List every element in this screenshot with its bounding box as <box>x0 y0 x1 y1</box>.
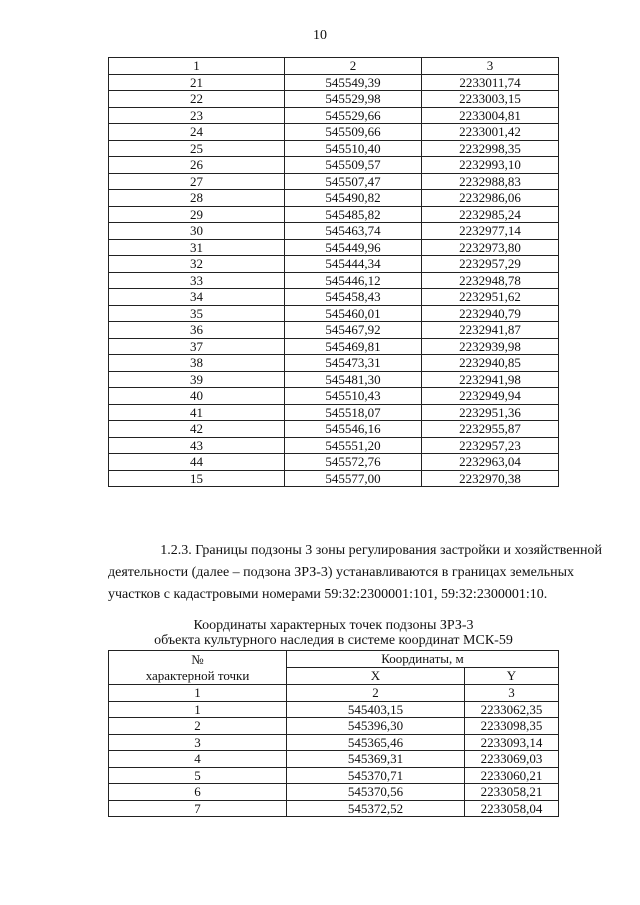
table-cell: 2232949,94 <box>421 388 558 405</box>
table-row <box>109 91 559 108</box>
coordinates-table-continued <box>108 57 559 487</box>
table-cell: 545446,12 <box>284 272 421 289</box>
table-cell: 15 <box>109 470 285 487</box>
coordinates-table-zrz3 <box>108 650 559 817</box>
table-cell: 38 <box>109 355 285 372</box>
table-cell: 29 <box>109 206 285 223</box>
table-cell: 31 <box>109 239 285 256</box>
table-cell: 2232957,29 <box>421 256 558 273</box>
table-row <box>109 388 559 405</box>
table-cell: 1 <box>109 685 287 702</box>
table-row <box>109 206 559 223</box>
table-cell: 2232957,23 <box>421 437 558 454</box>
table-cell: 26 <box>109 157 285 174</box>
table-row <box>109 124 559 141</box>
table-cell: 545463,74 <box>284 223 421 240</box>
table-cell: 545458,43 <box>284 289 421 306</box>
table-cell: 44 <box>109 454 285 471</box>
table-cell: 2 <box>109 718 287 735</box>
table-cell: 1 <box>109 58 285 75</box>
table-caption-line-1: Координаты характерных точек подзоны ЗРЗ-3 <box>193 618 474 633</box>
table-cell: 2232951,62 <box>421 289 558 306</box>
table-cell: 42 <box>109 421 285 438</box>
table-cell: 545490,82 <box>284 190 421 207</box>
table-header-row <box>109 651 559 668</box>
table-cell: 2232973,80 <box>421 239 558 256</box>
point-number-header <box>109 651 287 685</box>
table-row <box>109 421 559 438</box>
table-cell: 3 <box>109 734 287 751</box>
table-cell: 545510,43 <box>284 388 421 405</box>
table-cell: 545551,20 <box>284 437 421 454</box>
table-cell: 545485,82 <box>284 206 421 223</box>
table-row <box>109 355 559 372</box>
table-cell: 545369,31 <box>287 751 465 768</box>
table-cell: 35 <box>109 305 285 322</box>
table-row <box>109 437 559 454</box>
table-cell: 545467,92 <box>284 322 421 339</box>
table-cell: 5 <box>109 767 287 784</box>
table-column-numbers-row <box>109 685 559 702</box>
table-row <box>109 718 559 735</box>
table-row <box>109 767 559 784</box>
table-row <box>109 289 559 306</box>
table-cell: 3 <box>465 685 559 702</box>
table-cell: 545370,71 <box>287 767 465 784</box>
paragraph-line-1: 1.2.3. Границы подзоны 3 зоны регулирования застройки и хозяйственной <box>160 543 602 558</box>
table-cell: 7 <box>109 800 287 817</box>
table-cell: 2 <box>287 685 465 702</box>
table-row <box>109 404 559 421</box>
table-row <box>109 734 559 751</box>
table-cell: 2233003,15 <box>421 91 558 108</box>
table-cell: 2233062,35 <box>465 701 559 718</box>
table-cell: 27 <box>109 173 285 190</box>
table-cell: 2232939,98 <box>421 338 558 355</box>
table-row <box>109 305 559 322</box>
table-row <box>109 74 559 91</box>
table-cell: 2 <box>284 58 421 75</box>
table-cell: 1 <box>109 701 287 718</box>
table-row <box>109 454 559 471</box>
header-point-label: характерной точки <box>145 667 250 683</box>
table-cell: 2232970,38 <box>421 470 558 487</box>
table-cell: 32 <box>109 256 285 273</box>
table-cell: 545396,30 <box>287 718 465 735</box>
table-cell: 36 <box>109 322 285 339</box>
table-cell: 2233001,42 <box>421 124 558 141</box>
table-cell: 545509,57 <box>284 157 421 174</box>
table-cell: 2233011,74 <box>421 74 558 91</box>
table-cell: 2233004,81 <box>421 107 558 124</box>
table-cell: 2232940,85 <box>421 355 558 372</box>
table-cell: 2232941,87 <box>421 322 558 339</box>
header-number-sign: № <box>191 651 204 667</box>
table-cell: 28 <box>109 190 285 207</box>
y-header: Y <box>465 668 559 685</box>
page-number: 10 <box>313 28 327 43</box>
table-row <box>109 338 559 355</box>
table-cell: 2233069,03 <box>465 751 559 768</box>
table-cell: 3 <box>421 58 558 75</box>
table-row <box>109 239 559 256</box>
table-cell: 6 <box>109 784 287 801</box>
table-cell: 2233058,04 <box>465 800 559 817</box>
table-cell: 40 <box>109 388 285 405</box>
table-cell: 545444,34 <box>284 256 421 273</box>
x-header: X <box>287 668 465 685</box>
table-cell: 33 <box>109 272 285 289</box>
table-row <box>109 272 559 289</box>
table-row <box>109 223 559 240</box>
table-cell: 2232941,98 <box>421 371 558 388</box>
table-cell: 2232940,79 <box>421 305 558 322</box>
table-cell: 43 <box>109 437 285 454</box>
table-cell: 4 <box>109 751 287 768</box>
table-cell: 21 <box>109 74 285 91</box>
paragraph-line-3: участков с кадастровыми номерами 59:32:2300001:101, 59:32:2300001:10. <box>108 587 548 602</box>
table-cell: 34 <box>109 289 285 306</box>
table-row <box>109 322 559 339</box>
table-row <box>109 371 559 388</box>
table-row <box>109 784 559 801</box>
table-cell: 545518,07 <box>284 404 421 421</box>
table-caption-line-2: объекта культурного наследия в системе координат МСК-59 <box>154 633 513 648</box>
table-cell: 545460,01 <box>284 305 421 322</box>
table-cell: 545370,56 <box>287 784 465 801</box>
table-cell: 2232998,35 <box>421 140 558 157</box>
table-cell: 545572,76 <box>284 454 421 471</box>
table-cell: 2233093,14 <box>465 734 559 751</box>
table-cell: 545507,47 <box>284 173 421 190</box>
coordinates-header: Координаты, м <box>287 651 559 668</box>
table-cell: 37 <box>109 338 285 355</box>
table-cell: 2233058,21 <box>465 784 559 801</box>
table-cell: 2232955,87 <box>421 421 558 438</box>
table-row <box>109 470 559 487</box>
table-cell: 2232985,24 <box>421 206 558 223</box>
table-cell: 545469,81 <box>284 338 421 355</box>
table-row <box>109 256 559 273</box>
table-cell: 2232948,78 <box>421 272 558 289</box>
table-cell: 39 <box>109 371 285 388</box>
table-cell: 2232993,10 <box>421 157 558 174</box>
table-cell: 41 <box>109 404 285 421</box>
table-cell: 545403,15 <box>287 701 465 718</box>
table-cell: 545529,98 <box>284 91 421 108</box>
table-cell: 2233098,35 <box>465 718 559 735</box>
table-cell: 2233060,21 <box>465 767 559 784</box>
table-row <box>109 107 559 124</box>
table-cell: 545449,96 <box>284 239 421 256</box>
table-cell: 545546,16 <box>284 421 421 438</box>
table-row <box>109 157 559 174</box>
table-row <box>109 190 559 207</box>
table-cell: 545549,39 <box>284 74 421 91</box>
table-cell: 23 <box>109 107 285 124</box>
table-cell: 545577,00 <box>284 470 421 487</box>
table-cell: 25 <box>109 140 285 157</box>
table-header-row <box>109 58 559 75</box>
table-cell: 2232988,83 <box>421 173 558 190</box>
table-cell: 2232977,14 <box>421 223 558 240</box>
table-cell: 545473,31 <box>284 355 421 372</box>
paragraph-line-2: деятельности (далее – подзона ЗРЗ-3) устанавливаются в границах земельных <box>108 565 575 580</box>
table-row <box>109 751 559 768</box>
table-cell: 545372,52 <box>287 800 465 817</box>
table-cell: 2232951,36 <box>421 404 558 421</box>
table-cell: 22 <box>109 91 285 108</box>
table-row <box>109 140 559 157</box>
table-cell: 30 <box>109 223 285 240</box>
table-cell: 2232963,04 <box>421 454 558 471</box>
table-row <box>109 800 559 817</box>
table-cell: 545509,66 <box>284 124 421 141</box>
table-row <box>109 173 559 190</box>
table-cell: 545510,40 <box>284 140 421 157</box>
table-cell: 545481,30 <box>284 371 421 388</box>
table-row <box>109 701 559 718</box>
table-cell: 545529,66 <box>284 107 421 124</box>
table-cell: 545365,46 <box>287 734 465 751</box>
table-cell: 24 <box>109 124 285 141</box>
table-cell: 2232986,06 <box>421 190 558 207</box>
